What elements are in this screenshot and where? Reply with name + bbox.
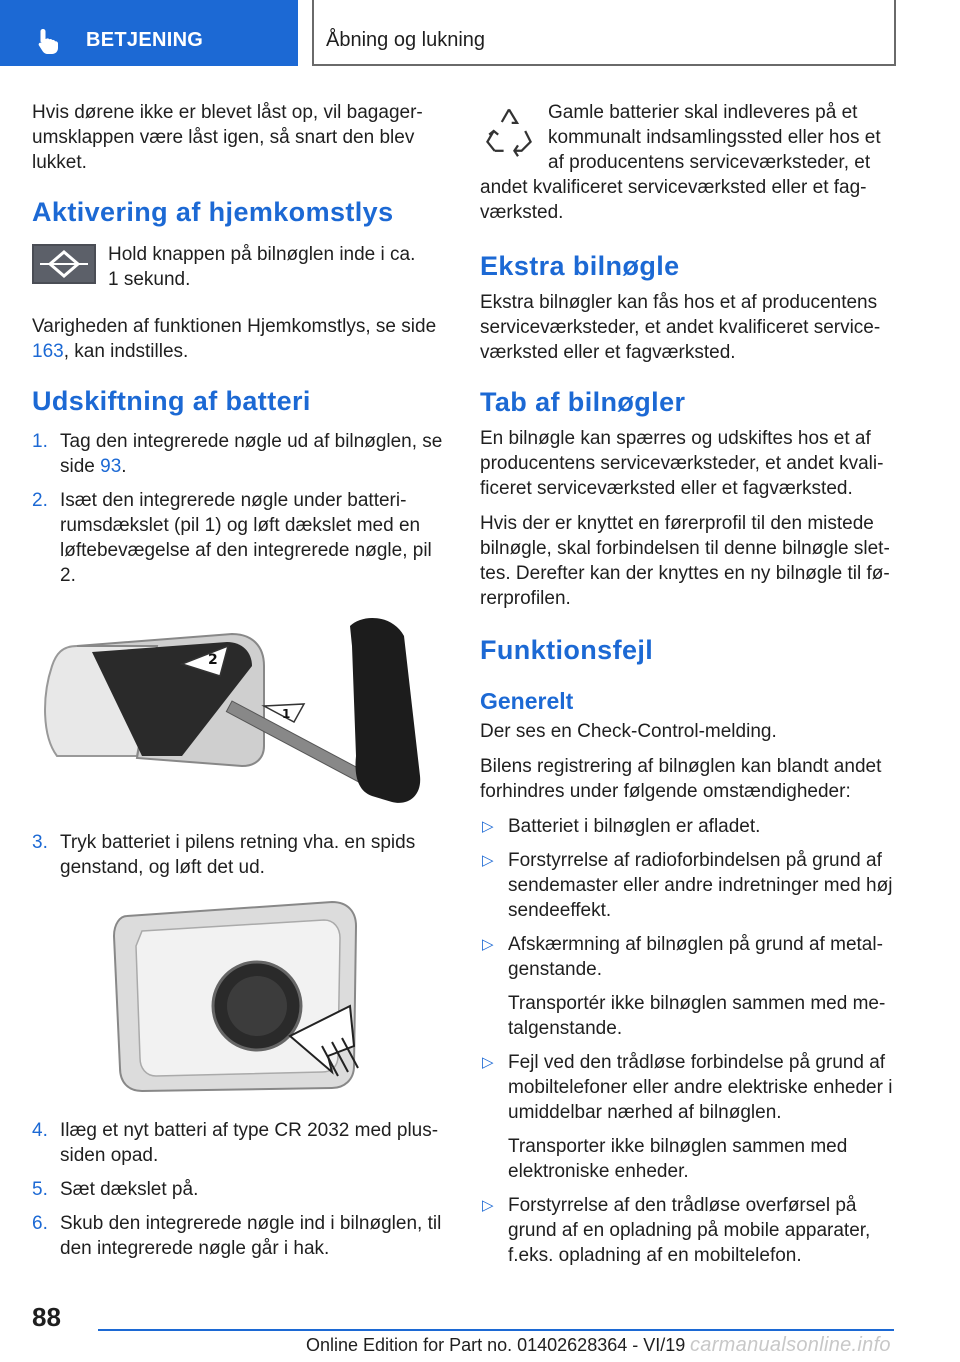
heading-malfunction: Funktionsfejl	[480, 635, 654, 665]
homelight-text: Hold knappen på bilnøglen inde i ca. 1 sekund.	[108, 244, 416, 290]
page-number: 88	[32, 1302, 61, 1332]
bullet-text: Batteriet i bilnøglen er afladet.	[508, 816, 761, 837]
bullet-subtext: Transportér ikke bilnøglen sammen med metalgenstande.	[508, 993, 886, 1039]
step-item	[32, 1118, 452, 1168]
bullet-text: Forstyrrelse af den trådløse overførsel på grund af en opladning på mobile apparater, f.eks. opladning af en mobiltelefon.	[508, 1195, 871, 1266]
subsection-label: Åbning og lukning	[326, 29, 486, 51]
triangle-bullet-icon: ▷	[482, 936, 494, 953]
page-header	[0, 0, 960, 66]
bullet-item	[480, 1193, 900, 1268]
left-column	[32, 100, 452, 1270]
step-text: Tryk batteriet i pilens retning vha. en spids genstand, og løft det ud.	[60, 832, 416, 878]
bullet-item	[480, 932, 900, 982]
edition-info: Online Edition for Part no. 01402628364 - VI/19	[306, 1335, 686, 1355]
step-item	[32, 429, 452, 479]
battery-illustration	[32, 896, 442, 1106]
step-text: Ilæg et nyt batteri af type CR 2032 med plussiden opad.	[60, 1120, 439, 1166]
section-label: BETJENING	[86, 29, 204, 51]
subsection-tab[interactable]	[312, 0, 896, 66]
step-number: 4.	[32, 1120, 48, 1141]
step-text: Tag den integrerede nøgle ud af bilnøglen, se side	[60, 431, 443, 477]
bullet-item	[480, 848, 900, 923]
general-text-2: Bilens registrering af bilnøglen kan blandt andet forhindres under følgende omstændigheder:	[480, 756, 882, 802]
intro-paragraph: Hvis dørene ikke er blevet låst op, vil bagagerumsklappen være låst igen, så snart den blev lukket.	[32, 102, 423, 173]
triangle-bullet-icon: ▷	[482, 1054, 494, 1071]
lost-keys-text-1: En bilnøgle kan spærres og udskiftes hos et af producentens serviceværksteder, et andet kvalificeret serviceværksted eller et fagværksted.	[480, 428, 884, 499]
step-item	[32, 488, 452, 588]
step-item	[32, 1211, 452, 1261]
bullet-subtext: Transporter ikke bilnøglen sammen med elektroniske enheder.	[508, 1136, 848, 1182]
triangle-bullet-icon: ▷	[482, 818, 494, 835]
section-tab[interactable]	[0, 0, 298, 66]
bullet-item	[480, 1050, 900, 1125]
step-text-post: .	[121, 456, 127, 477]
recycle-icon	[482, 104, 536, 158]
tab-divider	[312, 0, 314, 66]
step-number: 3.	[32, 832, 48, 853]
hand-pointer-icon	[34, 26, 64, 56]
duration-text-pre: Varigheden af funktionen Hjemkomstlys, se side	[32, 316, 437, 337]
bullet-text: Fejl ved den trådløse forbindelse på grund af mobiltelefoner eller andre elektriske enheder i umiddelbar nærhed af bilnøglen.	[508, 1052, 893, 1123]
key-button-icon	[32, 244, 96, 284]
triangle-bullet-icon: ▷	[482, 1197, 494, 1214]
svg-text:2: 2	[208, 652, 218, 668]
heading-homelight: Aktivering af hjemkomstlys	[32, 197, 394, 227]
step-text: Sæt dækslet på.	[60, 1179, 199, 1200]
duration-paragraph	[32, 314, 452, 364]
recycle-text: Gamle batterier skal indleveres på et kommunalt indsamlingssted eller hos et af producentens serviceværksteder, et andet kvalificeret serviceværksted eller et fagværksted.	[480, 102, 881, 223]
step-item	[32, 830, 452, 880]
step-number: 2.	[32, 490, 48, 511]
bullet-item	[480, 814, 900, 839]
step-number: 1.	[32, 431, 48, 452]
page-link-163[interactable]: 163	[32, 341, 64, 362]
general-text-1: Der ses en Check-Control-melding.	[480, 721, 777, 742]
triangle-bullet-icon: ▷	[482, 852, 494, 869]
right-column	[480, 100, 900, 1277]
heading-battery: Udskiftning af batteri	[32, 386, 311, 416]
heading-extra-key: Ekstra bilnøgle	[480, 251, 680, 281]
page-link-93[interactable]: 93	[100, 456, 122, 477]
heading-general: Generelt	[480, 688, 574, 714]
step-text: Isæt den integrerede nøgle under batterirumsdækslet (pil 1) og løft dækslet med en løftebevægelse af den integrerede nøgle, pil 2.	[60, 490, 432, 586]
step-item	[32, 1177, 452, 1202]
step-number: 6.	[32, 1213, 48, 1234]
extra-key-text: Ekstra bilnøgler kan fås hos et af producentens serviceværksteder, et andet kvalificeret serviceværksted eller et fagværksted.	[480, 292, 881, 363]
step-number: 5.	[32, 1179, 48, 1200]
bullet-text: Afskærmning af bilnøglen på grund af metalgenstande.	[508, 934, 883, 980]
footer-divider	[98, 1329, 894, 1331]
step-text: Skub den integrerede nøgle ind i bilnøglen, til den integrerede nøgle går i hak.	[60, 1213, 442, 1259]
lost-keys-text-2: Hvis der er knyttet en førerprofil til den mistede bilnøgle, skal forbindelsen til denne bilnøgle slettes. Derefter kan der knyttes en ny bilnøgle til førerprofilen.	[480, 513, 890, 609]
key-open-illustration	[32, 606, 442, 816]
watermark: carmanualsonline.info	[690, 1334, 891, 1356]
homelight-block	[32, 242, 452, 304]
heading-lost-keys: Tab af bilnøgler	[480, 387, 686, 417]
bullet-text: Forstyrrelse af radioforbindelsen på grund af sendemaster eller andre indretninger med høj sendeeffekt.	[508, 850, 893, 921]
duration-text-post: , kan indstilles.	[63, 341, 189, 362]
recycle-note	[480, 100, 900, 225]
svg-text:1: 1	[282, 707, 291, 721]
